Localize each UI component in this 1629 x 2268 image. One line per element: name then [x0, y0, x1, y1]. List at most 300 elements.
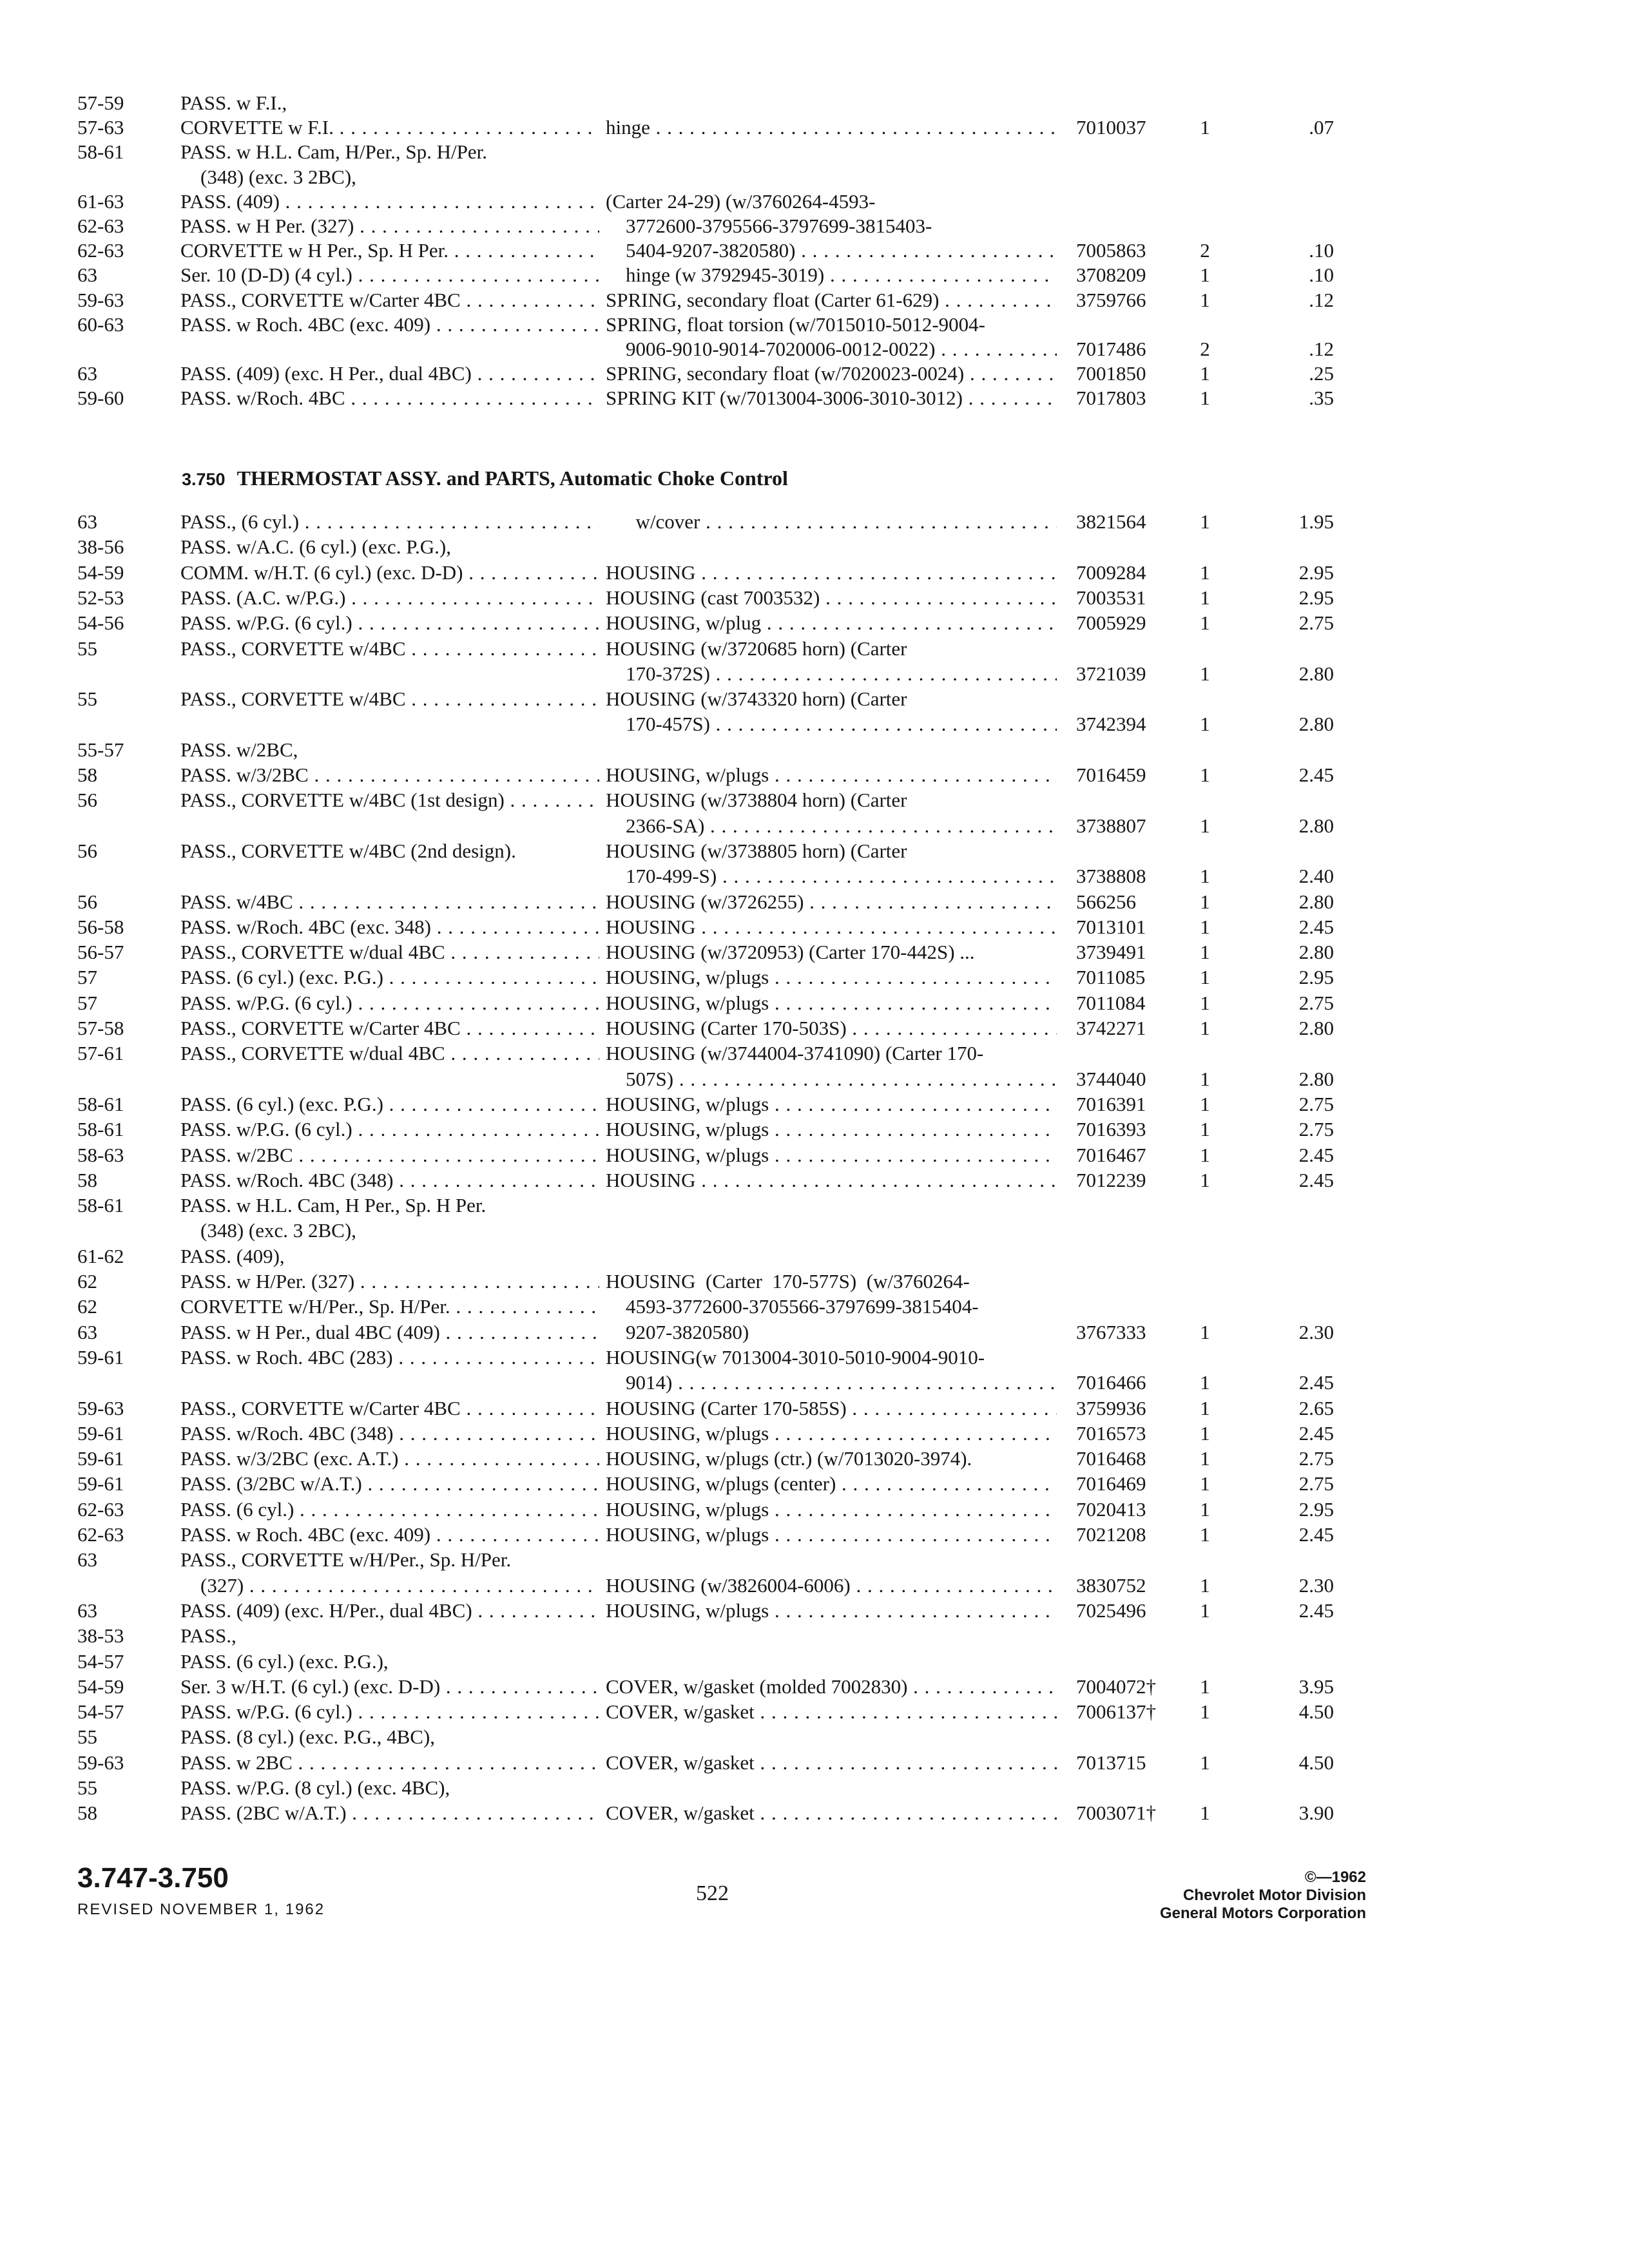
part-number: 7016391 [1076, 1092, 1146, 1115]
catalog-row [77, 509, 1334, 535]
catalog-row [77, 1041, 1327, 1066]
part-number: 7013715 [1076, 1751, 1146, 1774]
application: PASS. (3/2BC w/A.T.) . . . [180, 1471, 599, 1497]
model-years: 57-58 [77, 1017, 124, 1039]
quantity: 1 [1200, 1497, 1210, 1521]
list-price: 2.30 [1298, 1320, 1334, 1343]
application: CORVETTE w H Per., Sp. H Per. . . . [180, 238, 599, 264]
list-price: 2.95 [1298, 1497, 1334, 1521]
model-years: 57 [77, 966, 97, 989]
catalog-row [77, 889, 1334, 915]
part-description: HOUSING . . . [606, 914, 1057, 940]
model-years: 62 [77, 1295, 97, 1318]
part-description: HOUSING . . . [606, 1168, 1057, 1193]
application: PASS. w/P.G. (6 cyl.) . . . [180, 990, 599, 1016]
quantity: 1 [1200, 1067, 1210, 1090]
catalog-row [77, 1699, 1334, 1725]
list-price: 2.65 [1298, 1396, 1334, 1419]
quantity: 1 [1200, 1017, 1210, 1039]
quantity: 1 [1200, 264, 1210, 287]
quantity: 1 [1200, 966, 1210, 989]
part-description: HOUSING (w/3743320 horn) (Carter [606, 687, 907, 711]
quantity: 1 [1200, 865, 1210, 888]
model-years: 55-57 [77, 738, 124, 761]
list-price: 2.80 [1298, 713, 1334, 736]
application: PASS., CORVETTE w/H/Per., Sp. H/Per. [180, 1548, 512, 1571]
catalog-row [77, 139, 1327, 165]
quantity: 1 [1200, 1092, 1210, 1115]
part-number: 7021208 [1076, 1523, 1146, 1546]
part-number: 7003531 [1076, 586, 1146, 609]
list-price: 2.45 [1298, 1523, 1334, 1546]
application: PASS. w/P.G. (6 cyl.) . . . [180, 1699, 599, 1725]
list-price: 1.95 [1298, 510, 1334, 533]
catalog-row [77, 1724, 1327, 1750]
catalog-row [77, 1573, 1334, 1599]
model-years: 63 [77, 1599, 97, 1622]
quantity: 1 [1200, 116, 1210, 139]
section-title: THERMOSTAT ASSY. and PARTS, Automatic Choke Control [236, 466, 788, 490]
part-description: HOUSING (Carter 170-503S) . . . [606, 1015, 1057, 1041]
part-number: 7005929 [1076, 611, 1146, 635]
part-description: HOUSING, w/plugs . . . [606, 990, 1057, 1016]
part-description: HOUSING, w/plugs . . . [606, 1421, 1057, 1446]
model-years: 38-53 [77, 1624, 124, 1648]
catalog-row [77, 164, 1327, 190]
page-number: 522 [696, 1881, 729, 1905]
application: PASS. w Roch. 4BC (exc. 409) . . . [180, 1522, 599, 1548]
model-years: 58-61 [77, 1194, 124, 1217]
part-number: 3742394 [1076, 713, 1146, 736]
part-number: 7013101 [1076, 915, 1146, 938]
part-description: HOUSING, w/plugs (center) . . . [606, 1471, 1057, 1497]
application: (348) (exc. 3 2BC), [180, 165, 356, 188]
application: PASS. (6 cyl.) . . . [180, 1497, 599, 1523]
application: PASS., CORVETTE w/Carter 4BC . . . [180, 287, 599, 313]
catalog-row [77, 560, 1334, 586]
model-years: 54-59 [77, 561, 124, 584]
model-years: 52-53 [77, 586, 124, 609]
quantity: 1 [1200, 561, 1210, 584]
quantity: 1 [1200, 1396, 1210, 1419]
part-description: w/cover . . . [606, 509, 1057, 535]
catalog-row [77, 610, 1334, 636]
part-number: 3759936 [1076, 1396, 1146, 1419]
application: PASS. (409) . . . [180, 189, 599, 215]
catalog-row [77, 238, 1334, 264]
catalog-row [77, 1623, 1327, 1649]
part-description: HOUSING (w/3744004-3741090) (Carter 170- [606, 1042, 984, 1065]
model-years: 62 [77, 1270, 97, 1293]
quantity: 1 [1200, 611, 1210, 635]
part-description: SPRING, secondary float (w/7020023-0024) . . . [606, 361, 1057, 387]
catalog-row [77, 762, 1334, 788]
list-price: 2.75 [1298, 991, 1334, 1014]
application: PASS. w/3/2BC . . . [180, 762, 599, 788]
part-number: 7017486 [1076, 338, 1146, 360]
model-years: 59-61 [77, 1447, 124, 1470]
part-number: 7010037 [1076, 116, 1146, 139]
catalog-row [77, 1775, 1327, 1801]
part-description: 2366-SA) . . . [606, 813, 1057, 839]
catalog-row [77, 787, 1327, 813]
list-price: 2.75 [1298, 1092, 1334, 1115]
application: (348) (exc. 3 2BC), [180, 1219, 356, 1242]
part-description: 5404-9207-3820580) . . . [606, 238, 1057, 264]
application: PASS. w/2BC . . . [180, 1142, 599, 1168]
part-number: 7005863 [1076, 239, 1146, 262]
list-price: 2.75 [1298, 611, 1334, 635]
part-number: 7016467 [1076, 1143, 1146, 1166]
model-years: 58-61 [77, 140, 124, 164]
model-years: 58-61 [77, 1118, 124, 1141]
list-price: 2.95 [1298, 586, 1334, 609]
part-number: 3738807 [1076, 814, 1146, 837]
application: PASS., CORVETTE w/dual 4BC . . . [180, 939, 599, 965]
quantity: 1 [1200, 1523, 1210, 1546]
part-number: 7001850 [1076, 362, 1146, 385]
quantity: 1 [1200, 662, 1210, 685]
quantity: 1 [1200, 1143, 1210, 1166]
list-price: 2.75 [1298, 1118, 1334, 1141]
part-number: 7009284 [1076, 561, 1146, 584]
list-price: 2.95 [1298, 561, 1334, 584]
quantity: 1 [1200, 1118, 1210, 1141]
model-years: 61-63 [77, 189, 124, 213]
quantity: 1 [1200, 764, 1210, 786]
application: CORVETTE w F.I. . . . [180, 115, 599, 140]
part-number: 7025496 [1076, 1599, 1146, 1622]
list-price: 4.50 [1298, 1700, 1334, 1724]
catalog-row [77, 1649, 1327, 1675]
catalog-row [77, 737, 1327, 763]
list-price: 2.30 [1298, 1573, 1334, 1597]
model-years: 63 [77, 510, 97, 533]
model-years: 55 [77, 637, 97, 660]
catalog-row [77, 1598, 1334, 1624]
application: PASS. w H.L. Cam, H Per., Sp. H Per. [180, 1194, 487, 1217]
catalog-row [77, 189, 1327, 215]
catalog-row [77, 1750, 1334, 1776]
model-years: 61-62 [77, 1244, 124, 1267]
model-years: 59-63 [77, 1396, 124, 1419]
model-years: 58 [77, 1168, 97, 1191]
catalog-row [77, 585, 1334, 611]
catalog-row [77, 1091, 1334, 1117]
part-number: 7017803 [1076, 387, 1146, 410]
quantity: 1 [1200, 915, 1210, 938]
list-price: 2.40 [1298, 865, 1334, 888]
part-description: HOUSING (w/3826004-6006) . . . [606, 1573, 1057, 1599]
part-description: HOUSING, w/plugs . . . [606, 1522, 1057, 1548]
list-price: .12 [1309, 288, 1334, 311]
model-years: 62-63 [77, 1497, 124, 1521]
list-price: .10 [1309, 239, 1334, 262]
application: PASS., CORVETTE w/Carter 4BC . . . [180, 1015, 599, 1041]
part-number: 3821564 [1076, 510, 1146, 533]
model-years: 62-63 [77, 215, 124, 237]
part-number: 3744040 [1076, 1067, 1146, 1090]
catalog-row [77, 1066, 1334, 1092]
model-years: 54-59 [77, 1675, 124, 1698]
quantity: 1 [1200, 288, 1210, 311]
catalog-row [77, 1471, 1334, 1497]
catalog-row [77, 361, 1334, 387]
application: PASS. w H.L. Cam, H/Per., Sp. H/Per. [180, 140, 487, 164]
model-years: 56 [77, 890, 97, 913]
catalog-row [77, 1168, 1334, 1193]
part-description: hinge (w 3792945-3019) . . . [606, 262, 1057, 288]
list-price: 4.50 [1298, 1751, 1334, 1774]
catalog-row [77, 914, 1334, 940]
part-number: 566256 [1076, 890, 1136, 913]
part-description: 507S) . . . [606, 1066, 1057, 1092]
part-description: HOUSING, w/plugs . . . [606, 1091, 1057, 1117]
part-description: 170-457S) . . . [606, 711, 1057, 737]
catalog-row [77, 1446, 1334, 1472]
model-years: 57 [77, 991, 97, 1014]
catalog-row [77, 686, 1327, 712]
part-description: HOUSING, w/plugs . . . [606, 762, 1057, 788]
quantity: 1 [1200, 362, 1210, 385]
part-description: HOUSING (Carter 170-577S) (w/3760264- [606, 1270, 970, 1293]
part-number: 7011085 [1076, 966, 1146, 989]
part-description: HOUSING, w/plugs . . . [606, 1497, 1057, 1523]
group-range: 3.747-3.750 [77, 1862, 229, 1894]
catalog-row [77, 1244, 1327, 1269]
list-price: .25 [1309, 362, 1334, 385]
quantity: 1 [1200, 1168, 1210, 1191]
catalog-row [77, 534, 1327, 560]
quantity: 1 [1200, 1675, 1210, 1698]
model-years: 57-59 [77, 91, 124, 114]
application: PASS., CORVETTE w/4BC (1st design) . . . [180, 787, 599, 813]
model-years: 56-57 [77, 941, 124, 964]
catalog-row [77, 1522, 1334, 1548]
part-number: 7020413 [1076, 1497, 1146, 1521]
part-number: 7016468 [1076, 1447, 1146, 1470]
application: PASS. (409), [180, 1244, 285, 1267]
part-description: HOUSING, w/plug . . . [606, 610, 1057, 636]
application: PASS. w/Roch. 4BC (348) . . . [180, 1168, 599, 1193]
application: (327) . . . [180, 1573, 599, 1599]
division: Chevrolet Motor Division [1182, 1887, 1366, 1904]
part-description: HOUSING, w/plugs . . . [606, 1117, 1057, 1142]
part-description: HOUSING (w/3720953) (Carter 170-442S) ... [606, 941, 975, 964]
model-years: 59-60 [77, 387, 124, 410]
quantity: 1 [1200, 941, 1210, 964]
application: PASS. w H/Per. (327) . . . [180, 1269, 599, 1294]
model-years: 63 [77, 1548, 97, 1571]
part-description: hinge . . . [606, 115, 1057, 140]
list-price: 3.95 [1298, 1675, 1334, 1698]
quantity: 1 [1200, 1421, 1210, 1445]
publisher-block [1089, 1869, 1366, 1923]
model-years: 59-61 [77, 1472, 124, 1495]
model-years: 55 [77, 1725, 97, 1749]
application: PASS. w/3/2BC (exc. A.T.) . . . [180, 1446, 599, 1472]
catalog-row [77, 863, 1334, 889]
application: PASS. w/Roch. 4BC . . . [180, 385, 599, 411]
part-description: (Carter 24-29) (w/3760264-4593- [606, 189, 876, 213]
model-years: 62-63 [77, 239, 124, 262]
list-price: .12 [1309, 338, 1334, 360]
catalog-row [77, 287, 1334, 313]
catalog-row [77, 1370, 1334, 1396]
model-years: 55 [77, 687, 97, 711]
revision-date: REVISED NOVEMBER 1, 1962 [77, 1901, 325, 1918]
part-number: 7011084 [1076, 991, 1146, 1014]
model-years: 57-63 [77, 116, 124, 139]
part-description: 9014) . . . [606, 1370, 1057, 1396]
application: PASS. w F.I., [180, 91, 287, 114]
catalog-row [77, 262, 1334, 288]
part-description: HOUSING (w/3720685 horn) (Carter [606, 637, 907, 660]
application: PASS. w/Roch. 4BC (exc. 348) . . . [180, 914, 599, 940]
catalog-row [77, 1015, 1334, 1041]
model-years: 56-58 [77, 915, 124, 938]
list-price: 2.80 [1298, 1017, 1334, 1039]
model-years: 63 [77, 362, 97, 385]
catalog-row [77, 1547, 1327, 1573]
quantity: 1 [1200, 586, 1210, 609]
part-description: COVER, w/gasket . . . [606, 1699, 1057, 1725]
catalog-row [77, 336, 1334, 362]
application: PASS. w/P.G. (6 cyl.) . . . [180, 1117, 599, 1142]
part-description: HOUSING (w/3726255) . . . [606, 889, 1057, 915]
part-description: SPRING KIT (w/7013004-3006-3010-3012) . . . [606, 385, 1057, 411]
part-description: HOUSING(w 7013004-3010-5010-9004-9010- [606, 1345, 985, 1369]
list-price: .10 [1309, 264, 1334, 287]
part-description: SPRING, secondary float (Carter 61-629) . . . [606, 287, 1057, 313]
quantity: 1 [1200, 1751, 1210, 1774]
application: PASS. w 2BC . . . [180, 1750, 599, 1776]
catalog-row [77, 1674, 1334, 1700]
catalog-row [77, 636, 1327, 662]
catalog-row [77, 990, 1334, 1016]
catalog-row [77, 115, 1334, 140]
model-years: 58-61 [77, 1092, 124, 1115]
part-number: 3738808 [1076, 865, 1146, 888]
catalog-row [77, 838, 1327, 864]
model-years: 56 [77, 789, 97, 812]
application: PASS., CORVETTE w/4BC . . . [180, 636, 599, 662]
application: PASS. w H Per. (327) . . . [180, 213, 599, 239]
part-description: SPRING, float torsion (w/7015010-5012-9004- [606, 312, 985, 336]
model-years: 60-63 [77, 312, 124, 336]
model-years: 55 [77, 1776, 97, 1799]
catalog-row [77, 385, 1334, 411]
part-number: 7012239 [1076, 1168, 1146, 1191]
list-price: 2.45 [1298, 1371, 1334, 1394]
application: PASS. (6 cyl.) (exc. P.G.), [180, 1649, 389, 1673]
part-description: 170-372S) . . . [606, 661, 1057, 687]
catalog-row [77, 813, 1334, 839]
application: PASS. w/A.C. (6 cyl.) (exc. P.G.), [180, 535, 451, 559]
quantity: 1 [1200, 1371, 1210, 1394]
model-years: 63 [77, 264, 97, 287]
model-years: 58-63 [77, 1143, 124, 1166]
part-description: 3772600-3795566-3797699-3815403- [606, 215, 932, 237]
model-years: 63 [77, 1320, 97, 1343]
application: PASS., (6 cyl.) . . . [180, 509, 599, 535]
catalog-row [77, 965, 1334, 990]
list-price: 2.80 [1298, 890, 1334, 913]
section-number: 3.750 [182, 470, 226, 489]
part-description: 9207-3820580) [606, 1320, 749, 1343]
part-description: HOUSING (Carter 170-585S) . . . [606, 1396, 1057, 1421]
model-years: 57-61 [77, 1042, 124, 1065]
catalog-row [77, 1421, 1334, 1446]
part-number: 3767333 [1076, 1320, 1146, 1343]
part-description: 9006-9010-9014-7020006-0012-0022) . . . [606, 336, 1057, 362]
list-price: 2.45 [1298, 1421, 1334, 1445]
part-number: 3759766 [1076, 288, 1146, 311]
part-number: 7006137† [1076, 1700, 1156, 1724]
application: PASS. w/P.G. (6 cyl.) . . . [180, 610, 599, 636]
part-description: HOUSING (w/3738805 horn) (Carter [606, 839, 907, 862]
model-years: 59-61 [77, 1421, 124, 1445]
section-heading [182, 465, 788, 492]
part-description: HOUSING, w/plugs . . . [606, 1598, 1057, 1624]
catalog-row [77, 1117, 1334, 1142]
list-price: 2.45 [1298, 1168, 1334, 1191]
catalog-row [77, 213, 1327, 239]
model-years: 56 [77, 839, 97, 862]
quantity: 2 [1200, 239, 1210, 262]
catalog-row [77, 711, 1334, 737]
part-number: 7016469 [1076, 1472, 1146, 1495]
catalog-row [77, 90, 1327, 116]
catalog-row [77, 661, 1334, 687]
part-number: 3708209 [1076, 264, 1146, 287]
application: PASS. (409) (exc. H/Per., dual 4BC) . . . [180, 1598, 599, 1624]
list-price: 2.45 [1298, 1143, 1334, 1166]
catalog-row [77, 312, 1327, 338]
application: PASS., CORVETTE w/dual 4BC . . . [180, 1041, 599, 1066]
application: COMM. w/H.T. (6 cyl.) (exc. D-D) . . . [180, 560, 599, 586]
catalog-row [77, 1218, 1327, 1244]
model-years: 62-63 [77, 1523, 124, 1546]
part-number: 3830752 [1076, 1573, 1146, 1597]
quantity: 1 [1200, 510, 1210, 533]
list-price: 2.80 [1298, 941, 1334, 964]
quantity: 2 [1200, 338, 1210, 360]
catalog-row [77, 1269, 1327, 1294]
list-price: 2.45 [1298, 764, 1334, 786]
model-years: 59-63 [77, 1751, 124, 1774]
copyright: ©—1962 [1304, 1869, 1366, 1886]
model-years: 54-57 [77, 1700, 124, 1724]
application: PASS. w Roch. 4BC (283) . . . [180, 1345, 599, 1370]
list-price: 3.90 [1298, 1802, 1334, 1825]
part-description: COVER, w/gasket . . . [606, 1750, 1057, 1776]
application: Ser. 3 w/H.T. (6 cyl.) (exc. D-D) . . . [180, 1674, 599, 1700]
part-description: HOUSING . . . [606, 560, 1057, 586]
application: PASS. w/P.G. (8 cyl.) (exc. 4BC), [180, 1776, 450, 1799]
application: PASS. (409) (exc. H Per., dual 4BC) . . . [180, 361, 599, 387]
application: CORVETTE w/H/Per., Sp. H/Per. . . . [180, 1294, 599, 1320]
application: PASS. w Roch. 4BC (exc. 409) . . . [180, 312, 599, 338]
list-price: 2.45 [1298, 915, 1334, 938]
list-price: 2.80 [1298, 662, 1334, 685]
model-years: 54-56 [77, 611, 124, 635]
list-price: 2.75 [1298, 1472, 1334, 1495]
application: PASS. w/2BC, [180, 738, 298, 761]
application: PASS. w/Roch. 4BC (348) . . . [180, 1421, 599, 1446]
part-number: 3742271 [1076, 1017, 1146, 1039]
list-price: .35 [1309, 387, 1334, 410]
